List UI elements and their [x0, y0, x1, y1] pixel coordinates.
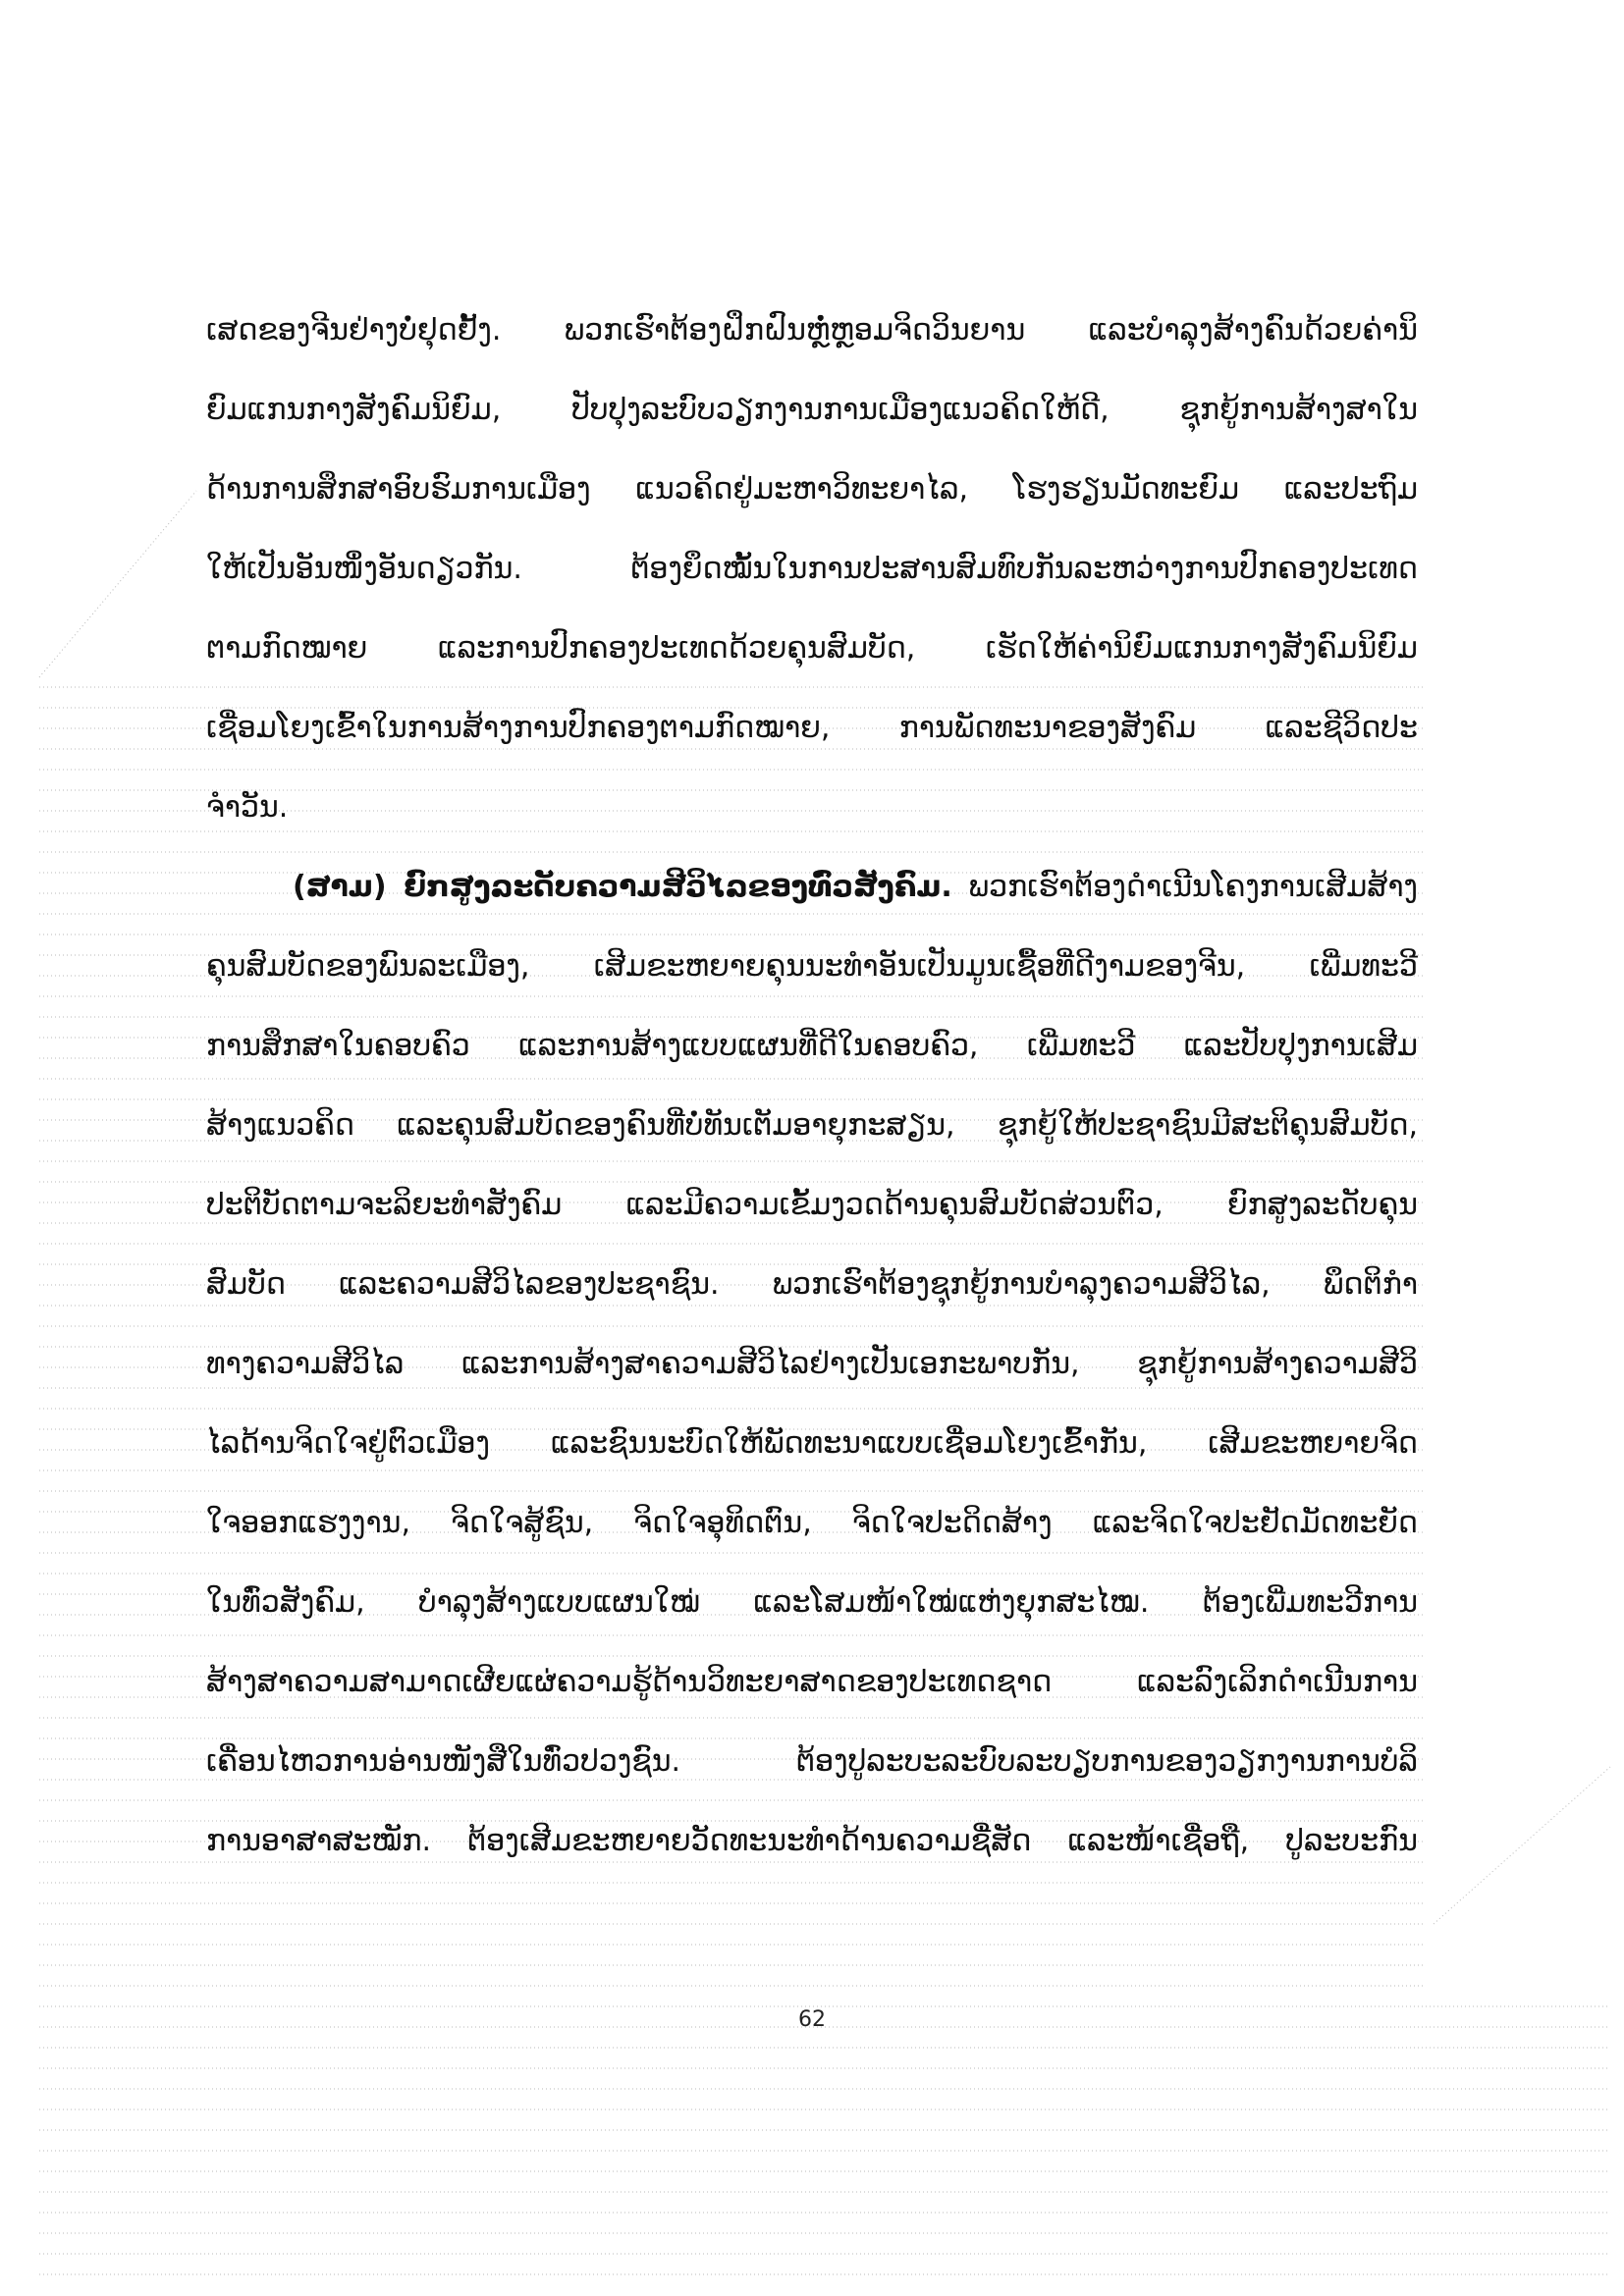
- paragraph-line: ການສຶກສາໃນຄອບຄົວ ແລະການສ້າງແບບແຜນທີ່ດີໃນຄອບຄົວ, ເພີ່ມທະວີ ແລະປັບປຸງການເສີມ: [206, 1029, 1418, 1063]
- paragraph-line: ສ້າງສາຄວາມສາມາດເຜີຍແຜ່ຄວາມຮູ້ດ້ານວິທະຍາສາດຂອງປະເທດຊາດ ແລະລົງເລິກດຳເນີນການ: [206, 1665, 1418, 1699]
- paragraph-line: ໃຫ້ເປັນອັນໜຶ່ງອັນດຽວກັນ. ຕ້ອງຍຶດໝັ້ນໃນການປະສານສົມທົບກັນລະຫວ່າງການປົກຄອງປະເທດ: [206, 552, 1418, 586]
- body-text: [206, 291, 1418, 1881]
- section-heading-continuation: ພວກເຮົາຕ້ອງດຳເນີນໂຄງການເສີມສ້າງ: [951, 870, 1418, 904]
- paragraph-line: ດ້ານການສຶກສາອົບຮົມການເມືອງ ແນວຄິດຢູ່ມະຫາວິທະຍາໄລ, ໂຮງຮຽນມັດທະຍົມ ແລະປະຖົມ: [206, 472, 1418, 507]
- paragraph-line: ຕາມກົດໝາຍ ແລະການປົກຄອງປະເທດດ້ວຍຄຸນສົມບັດ, ເຮັດໃຫ້ຄ່ານິຍົມແກນກາງສັງຄົມນິຍົມ: [206, 631, 1418, 666]
- paragraph-line: ເຄື່ອນໄຫວການອ່ານໜັງສືໃນທົ່ວປວງຊົນ. ຕ້ອງປູລະບະລະບົບລະບຽບການຂອງວຽກງານການບໍລິ: [206, 1744, 1418, 1779]
- section-heading-line: [206, 847, 1418, 927]
- paragraph-line: ໃຈອອກແຮງງານ, ຈິດໃຈສູ້ຊົນ, ຈິດໃຈອຸທິດຕົນ, ຈິດໃຈປະດິດສ້າງ ແລະຈິດໃຈປະຢັດມັດທະຍັດ: [206, 1506, 1418, 1540]
- page-number: 62: [798, 2007, 826, 2032]
- paragraph-line: ຄຸນສົມບັດຂອງພົນລະເມືອງ, ເສີມຂະຫຍາຍຄຸນນະທຳອັນເປັນມູນເຊື້ອທີ່ດີງາມຂອງຈີນ, ເພີ່ມທະວີ: [206, 949, 1418, 984]
- paragraph-line: ຍົມແກນກາງສັງຄົມນິຍົມ, ປັບປຸງລະບົບວຽກງານການເມືອງແນວຄິດໃຫ້ດີ, ຊຸກຍູ້ການສ້າງສາໃນ: [206, 393, 1418, 427]
- paragraph-line: ສົມບັດ ແລະຄວາມສີວິໄລຂອງປະຊາຊົນ. ພວກເຮົາຕ້ອງຊຸກຍູ້ການບຳລຸງຄວາມສີວິໄລ, ພຶດຕິກຳ: [206, 1267, 1418, 1302]
- paragraph-line: ເສດຂອງຈີນຢ່າງບໍ່ຢຸດຢັ້ງ. ພວກເຮົາຕ້ອງຝຶກຝົນຫຼໍ່ຫຼອມຈິດວິນຍານ ແລະບຳລຸງສ້າງຄົນດ້ວຍຄ່ານິ: [206, 313, 1418, 347]
- paragraph-line: ປະຕິບັດຕາມຈະລິຍະທຳສັງຄົມ ແລະມີຄວາມເຂັ້ມງວດດ້ານຄຸນສົມບັດສ່ວນຕົວ, ຍົກສູງລະດັບຄຸນ: [206, 1188, 1418, 1222]
- paragraph-line: ໄລດ້ານຈິດໃຈຢູ່ຕົວເມືອງ ແລະຊົນນະບົດໃຫ້ພັດທະນາແບບເຊື່ອມໂຍງເຂົ້າກັນ, ເສີມຂະຫຍາຍຈິດ: [206, 1426, 1418, 1461]
- paragraph-line: ເຊື່ອມໂຍງເຂົ້າໃນການສ້າງການປົກຄອງຕາມກົດໝາຍ, ການພັດທະນາຂອງສັງຄົມ ແລະຊີວິດປະ: [206, 711, 1418, 745]
- paragraph-line: ທາງຄວາມສີວິໄລ ແລະການສ້າງສາຄວາມສີວິໄລຢ່າງເປັນເອກະພາບກັນ, ຊຸກຍູ້ການສ້າງຄວາມສີວິ: [206, 1347, 1418, 1381]
- paragraph-line: ການອາສາສະໝັກ. ຕ້ອງເສີມຂະຫຍາຍວັດທະນະທຳດ້ານຄວາມຊື່ສັດ ແລະໜ້າເຊື່ອຖື, ປູລະບະກົນ: [206, 1824, 1418, 1858]
- paragraph-line: ຈຳວັນ.: [206, 790, 289, 825]
- paragraph-line: ໃນທົ່ວສັງຄົມ, ບຳລຸງສ້າງແບບແຜນໃໝ່ ແລະໂສມໜ້າໃໝ່ແຫ່ງຍຸກສະໄໝ. ຕ້ອງເພີ່ມທະວີການ: [206, 1585, 1418, 1620]
- paragraph-line: ສ້າງແນວຄິດ ແລະຄຸນສົມບັດຂອງຄົນທີ່ບໍ່ທັນເຕັມອາຍຸກະສຽນ, ຊຸກຍູ້ໃຫ້ປະຊາຊົນມີສະຕິຄຸນສົມບັດ,: [206, 1108, 1418, 1143]
- section-heading: (ສາມ) ຍົກສູງລະດັບຄວາມສີວິໄລຂອງທົ່ວສັງຄົມ.: [293, 870, 952, 904]
